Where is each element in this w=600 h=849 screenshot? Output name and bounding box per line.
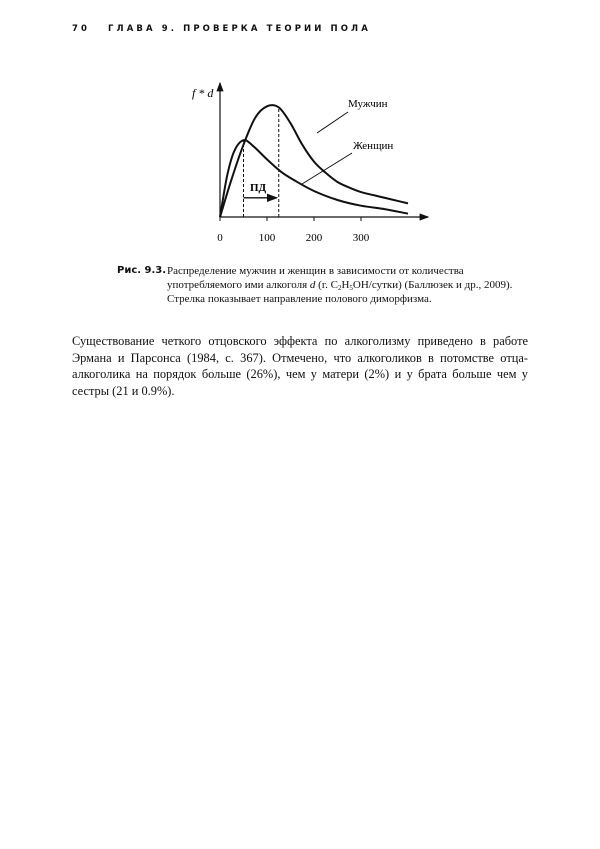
female-series-label: Женщин bbox=[353, 140, 394, 152]
male-label-leader bbox=[317, 112, 348, 133]
x-tick-label: 300 bbox=[352, 232, 370, 244]
figure-number: Рис. 9.3. bbox=[117, 265, 167, 276]
caption-line-1: Распределение мужчин и женщин в зависимости от количества bbox=[167, 265, 464, 277]
dimorphism-label: ПД bbox=[250, 182, 267, 194]
y-axis-label: f * d bbox=[192, 86, 214, 100]
x-ticks bbox=[217, 217, 370, 244]
caption-line-2: употребляемого ими алкоголя d (г. $C_2H_5OH/сутки$) (Баллюзек и др., 2009). bbox=[167, 279, 513, 292]
chapter-title: ГЛАВА 9. ПРОВЕРКА ТЕОРИИ ПОЛА bbox=[108, 24, 371, 34]
female-label-leader bbox=[302, 153, 352, 184]
male-distribution-curve bbox=[220, 105, 408, 217]
distribution-chart bbox=[180, 75, 430, 245]
male-series-label: Мужчин bbox=[348, 98, 388, 110]
body-paragraph: Существование четкого отцовского эффекта по алкоголизму приведено в работе Эрмана и Парсонса (1984, с. 367). Отмечено, что алкоголиков в потомстве отца-алкоголика на порядок больше (26%), чем у матери (2%) и у брата больше чем у сестры (21 и 0.9%). bbox=[72, 334, 528, 398]
running-header bbox=[72, 24, 371, 34]
caption-line-3: Стрелка показывает направление полового диморфизма. bbox=[167, 293, 432, 305]
x-tick-label: 200 bbox=[305, 232, 323, 244]
page-number: 70 bbox=[72, 24, 91, 34]
x-tick-label: 100 bbox=[258, 232, 276, 244]
x-tick-label: 0 bbox=[217, 232, 223, 244]
